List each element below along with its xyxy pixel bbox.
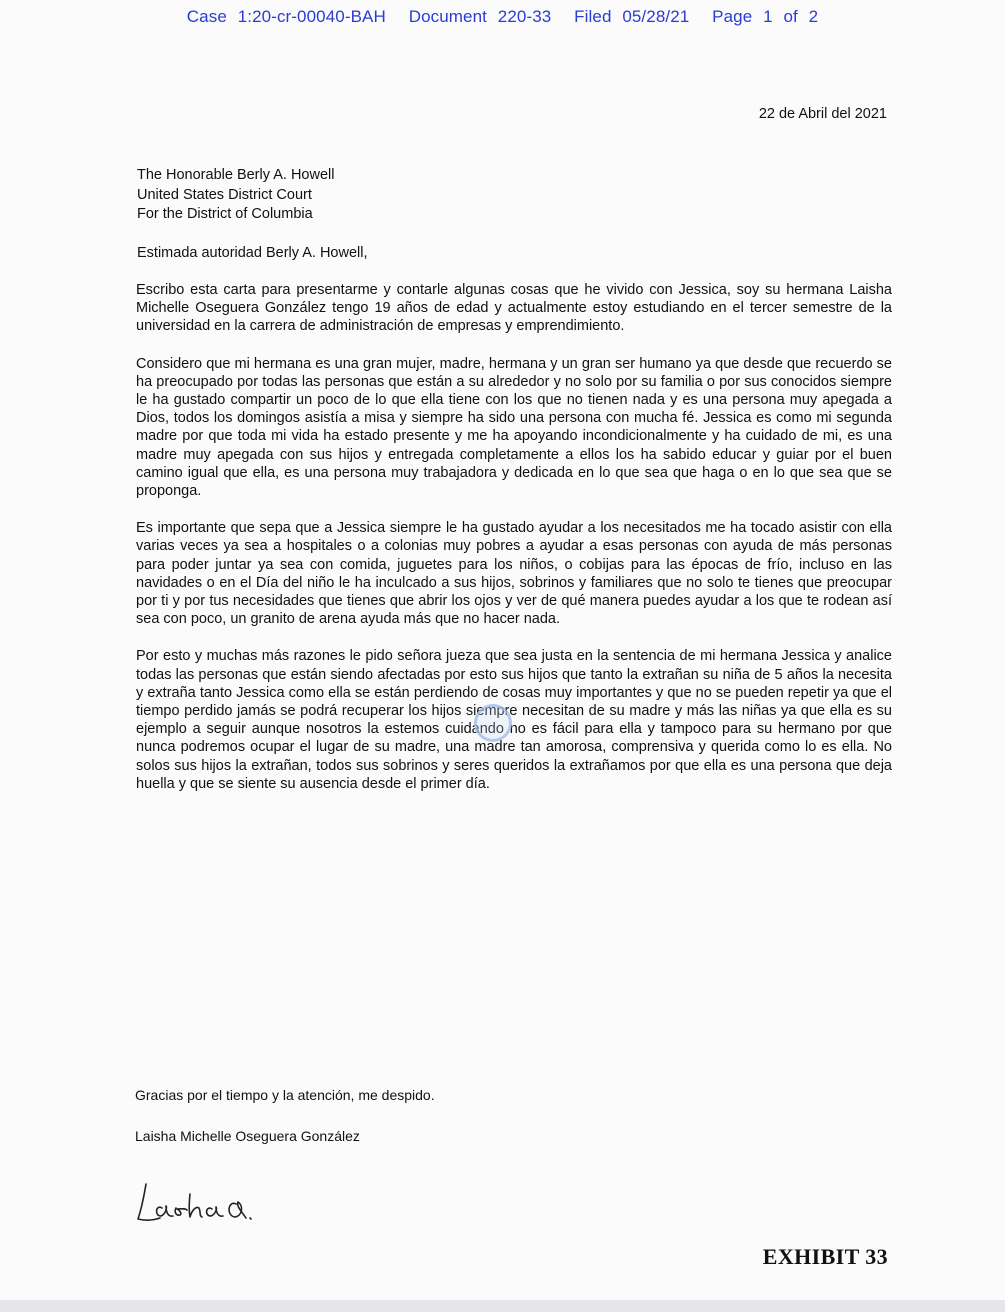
cursor-ring-icon <box>474 704 512 742</box>
court-filing-header <box>0 7 1005 27</box>
exhibit-label: EXHIBIT 33 <box>762 1244 888 1269</box>
handwritten-signature <box>132 1172 262 1232</box>
sender-name: Laisha Michelle Oseguera González <box>135 1128 360 1144</box>
page-bottom-edge <box>0 1300 1005 1312</box>
salutation: Estimada autoridad Berly A. Howell, <box>137 245 368 261</box>
closing-line: Gracias por el tiempo y la atención, me despido. <box>135 1087 435 1103</box>
address-line: United States District Court <box>137 186 312 203</box>
filed-date: Filed 05/28/21 <box>574 7 690 26</box>
recipient-address <box>137 166 334 225</box>
paragraph: Escribo esta carta para presentarme y contarle algunas cosas que he vivido con Jessica, soy su hermana Laisha Michelle Oseguera González tengo 19 años de edad y actualmente estoy estudiando en el tercer semestre de la universidad en la carrera de administración de empresas y emprendimiento. <box>136 282 892 335</box>
letter-body <box>136 281 892 812</box>
address-line: The Honorable Berly A. Howell <box>137 167 335 183</box>
paragraph: Por esto y muchas más razones le pido señora jueza que sea justa en la sentencia de mi hermana Jessica y analice todas las personas que están siendo afectadas por esto sus hijos que tanto la extrañan su niña de 5 años la necesita y extraña tanto Jessica como ella se están perdiendo de cosas muy importantes y que no se pueden repetir ya que el tiempo perdido jamás se podrá recuperar los hijos siempre necesitan de su madre y más las niñas ya que ella es su ejemplo a seguir aunque nosotros la estemos cuidando no es fácil para ella y tampoco para su hermano por que nunca podremos ocupar el lugar de su madre, una madre tan amorosa, comprensiva y querida como lo es ella. No solos sus hijos la extrañan, todos sus sobrinos y seres queridos la extrañamos por que ella es una persona que deja huella y que se siente su ausencia desde el primer día. <box>136 648 892 792</box>
paragraph: Es importante que sepa que a Jessica siempre le ha gustado ayudar a los necesitados me ha tocado asistir con ella varias veces ya sea a hospitales o a colonias muy pobres a ayudar a esas personas con ayuda de más personas para poder juntar ya sea con comida, juguetes para los niños, o cobijas para las épocas de frío, incluso en las navidades o en el Día del niño le ha inculcado a sus hijos, sobrinos y familiares que no solo te tienes que preocupar por ti y por tus necesidades que tienes que abrir los ojos y ver de qué manera puedes ayudar a los que te rodean así sea con poco, un granito de arena ayuda más que no hacer nada. <box>136 520 892 628</box>
letter-date: 22 de Abril del 2021 <box>758 106 887 122</box>
case-number: Case 1:20-cr-00040-BAH <box>186 7 386 26</box>
paragraph: Considero que mi hermana es una gran mujer, madre, hermana y un gran ser humano ya que desde que recuerdo se ha preocupado por todas las personas que están a su alrededor y no solo por su familia o por sus conocidos siempre le ha gustado compartir un poco de lo que ella tiene con los que no tienen nada y es una persona muy apegada a Dios, todos los domingos asistía a misa y siempre ha sido una persona con mucha fé. Jessica es como mi segunda madre por que toda mi vida ha estado presente y me ha apoyando incondicionalmente y ha cuidado de mi, es una madre muy apegada con sus hijos y entregada completamente a ellos los ha sabido educar y guiar por el buen camino igual que ella, es una persona muy trabajadora y dedicada en lo que sea que haga o en lo que sea que se proponga. <box>136 355 892 500</box>
document-number: Document 220-33 <box>408 7 552 26</box>
address-line: For the District of Columbia <box>137 206 313 222</box>
page-number: Page 1 of 2 <box>712 7 819 26</box>
